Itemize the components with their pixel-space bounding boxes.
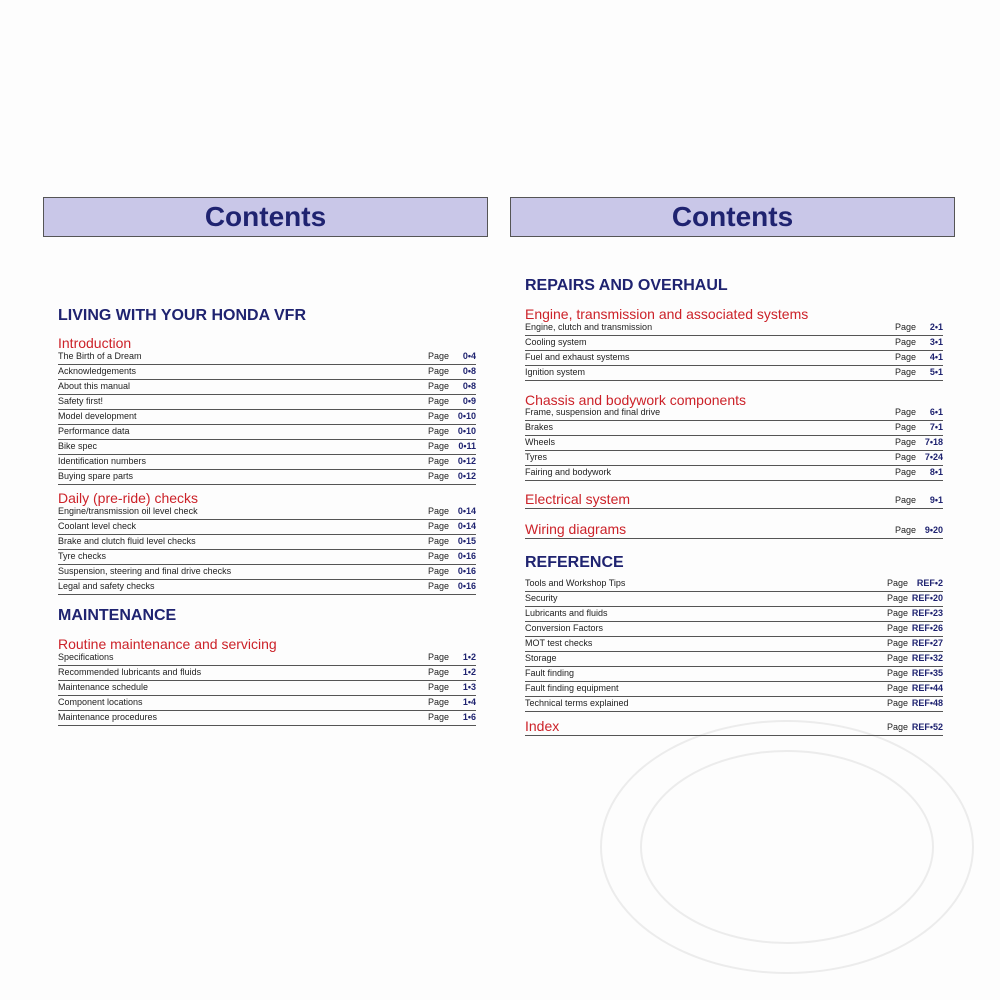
toc-entry-page-number: 6•1: [929, 407, 943, 417]
toc-entry-page-label: Page: [428, 396, 450, 406]
toc-entry-page-label: Page: [428, 456, 450, 466]
toc-entry-page-number: REF•35: [911, 668, 943, 678]
toc-entry-title: Model development: [58, 411, 137, 421]
toc-heading-title: Index: [525, 718, 560, 734]
toc-entry-page-label: Page: [428, 536, 450, 546]
toc-entry-acknowledgements[interactable]: [58, 365, 476, 380]
toc-entry-page-label: Page: [887, 698, 909, 708]
toc-entry-page-label: Page: [428, 712, 450, 722]
toc-entry-page-label: Page: [895, 322, 917, 332]
toc-entry-page-number: 7•1: [929, 422, 943, 432]
watermark-ring-inner: [640, 750, 934, 944]
toc-entry-page-label: Page: [887, 593, 909, 603]
toc-entry-maintenance-procedures[interactable]: [58, 711, 476, 726]
toc-entry-page-label: Page: [428, 667, 450, 677]
toc-entry-safety-first[interactable]: [58, 395, 476, 410]
toc-entry-technical-terms-explained[interactable]: [525, 697, 943, 712]
toc-entry-page-label: Page: [428, 652, 450, 662]
toc-entry-page-label: Page: [428, 697, 450, 707]
toc-entry-title: Recommended lubricants and fluids: [58, 667, 202, 677]
toc-entry-page-label: Page: [895, 337, 917, 347]
toc-entry-title: Lubricants and fluids: [525, 608, 608, 618]
toc-entry-page-number: 8•1: [929, 467, 943, 477]
toc-entry-page-number: 0•16: [457, 566, 476, 576]
toc-entry-page-number: 0•12: [457, 456, 476, 466]
toc-entry-the-birth-of-a-dream[interactable]: [58, 350, 476, 365]
toc-entry-title: Bike spec: [58, 441, 98, 451]
toc-entry-page-label: Page: [887, 608, 909, 618]
toc-entry-fuel-and-exhaust-systems[interactable]: [525, 351, 943, 366]
toc-entry-title: Cooling system: [525, 337, 587, 347]
toc-entry-page-number: 0•12: [457, 471, 476, 481]
toc-entry-wiring-diagrams[interactable]: [525, 521, 943, 539]
toc-entry-page-label: Page: [428, 411, 450, 421]
section-heading-reference: REFERENCE: [525, 554, 624, 571]
toc-entry-page-label: Page: [887, 638, 909, 648]
toc-entry-title: Specifications: [58, 652, 114, 662]
toc-entry-page-number: REF•44: [911, 683, 943, 693]
toc-entry-page-label: Page: [428, 471, 450, 481]
toc-entry-page-label: Page: [887, 668, 909, 678]
toc-entry-page-label: Page: [428, 426, 450, 436]
toc-entry-title: Maintenance procedures: [58, 712, 158, 722]
toc-entry-page-number: 9•20: [924, 525, 943, 535]
toc-entry-page-number: 0•15: [457, 536, 476, 546]
toc-entry-performance-data[interactable]: [58, 425, 476, 440]
toc-entry-page-label: Page: [428, 381, 450, 391]
subheading-daily-checks: Daily (pre-ride) checks: [58, 490, 199, 506]
toc-entry-page-number: REF•20: [911, 593, 943, 603]
toc-entry-title: Tyre checks: [58, 551, 107, 561]
toc-entry-page-number: 0•8: [462, 381, 476, 391]
toc-entry-fairing-and-bodywork[interactable]: [525, 466, 943, 481]
toc-entry-title: Buying spare parts: [58, 471, 134, 481]
toc-entry-page-number: 1•4: [462, 697, 476, 707]
toc-entry-coolant-level-check[interactable]: [58, 520, 476, 535]
toc-entry-title: Engine, clutch and transmission: [525, 322, 653, 332]
toc-entry-mot-test-checks[interactable]: [525, 637, 943, 652]
toc-entry-page-label: Page: [428, 682, 450, 692]
subheading-engine-transmission: Engine, transmission and associated systems: [525, 306, 809, 322]
toc-entry-title: Tyres: [525, 452, 548, 462]
toc-entry-page-label: Page: [428, 351, 450, 361]
toc-entry-bike-spec[interactable]: [58, 440, 476, 455]
toc-entry-page-label: Page: [895, 437, 917, 447]
toc-entry-page-number: 0•11: [458, 441, 476, 451]
toc-entry-page-number: 0•14: [457, 521, 476, 531]
toc-entry-ignition-system[interactable]: [525, 366, 943, 381]
toc-entry-page-label: Page: [895, 352, 917, 362]
toc-entry-page-label: Page: [895, 407, 917, 417]
toc-entry-page-number: 5•1: [929, 367, 943, 377]
toc-entry-maintenance-schedule[interactable]: [58, 681, 476, 696]
toc-entry-page-label: Page: [887, 578, 909, 588]
toc-entry-title: Ignition system: [525, 367, 586, 377]
toc-entry-specifications[interactable]: [58, 651, 476, 666]
toc-entry-title: Acknowledgements: [58, 366, 137, 376]
subheading-introduction: Introduction: [58, 335, 132, 351]
toc-heading-title: Electrical system: [525, 491, 631, 507]
toc-entry-page-label: Page: [428, 551, 450, 561]
toc-entry-frame-suspension-and-final-drive[interactable]: [525, 406, 943, 421]
toc-entry-page-number: REF•32: [911, 653, 943, 663]
toc-entry-page-number: 7•24: [924, 452, 943, 462]
toc-entry-page-label: Page: [428, 566, 450, 576]
toc-entry-page-label: Page: [887, 722, 909, 732]
toc-entry-page-number: 0•16: [457, 551, 476, 561]
toc-entry-title: Frame, suspension and final drive: [525, 407, 661, 417]
toc-entry-page-number: 1•3: [462, 682, 476, 692]
toc-entry-page-label: Page: [887, 653, 909, 663]
toc-entry-page-number: 1•2: [462, 667, 476, 677]
toc-entry-electrical-system[interactable]: [525, 491, 943, 509]
toc-entry-title: Fault finding equipment: [525, 683, 619, 693]
toc-entry-page-label: Page: [895, 422, 917, 432]
toc-entry-page-number: REF•27: [911, 638, 943, 648]
toc-heading-title: Wiring diagrams: [525, 521, 627, 537]
toc-entry-index[interactable]: [525, 718, 943, 736]
toc-entry-title: Storage: [525, 653, 557, 663]
section-heading-repairs: REPAIRS AND OVERHAUL: [525, 277, 728, 294]
toc-entry-cooling-system[interactable]: [525, 336, 943, 351]
toc-entry-conversion-factors[interactable]: [525, 622, 943, 637]
toc-entry-title: Tools and Workshop Tips: [525, 578, 626, 588]
section-heading-living: LIVING WITH YOUR HONDA VFR: [58, 307, 306, 324]
toc-entry-title: Security: [525, 593, 558, 603]
toc-entry-page-label: Page: [428, 441, 450, 451]
toc-entry-page-number: 0•9: [462, 396, 476, 406]
toc-entry-fault-finding[interactable]: [525, 667, 943, 682]
toc-entry-title: Brake and clutch fluid level checks: [58, 536, 196, 546]
toc-entry-page-label: Page: [887, 683, 909, 693]
toc-entry-title: Safety first!: [58, 396, 104, 406]
toc-entry-title: Brakes: [525, 422, 554, 432]
toc-entry-recommended-lubricants-and-fluids[interactable]: [58, 666, 476, 681]
toc-entry-page-number: 0•8: [462, 366, 476, 376]
subheading-chassis-bodywork: Chassis and bodywork components: [525, 392, 747, 408]
toc-entry-page-label: Page: [428, 366, 450, 376]
toc-entry-page-number: REF•26: [911, 623, 943, 633]
toc-entry-engine-clutch-and-transmission[interactable]: [525, 321, 943, 336]
toc-entry-title: Wheels: [525, 437, 556, 447]
toc-entry-about-this-manual[interactable]: [58, 380, 476, 395]
toc-entry-page-label: Page: [895, 452, 917, 462]
toc-entry-page-number: 0•14: [457, 506, 476, 516]
section-heading-maintenance: MAINTENANCE: [58, 607, 177, 624]
toc-entry-title: Component locations: [58, 697, 143, 707]
toc-entry-brakes[interactable]: [525, 421, 943, 436]
toc-entry-page-number: REF•52: [911, 722, 943, 732]
toc-entry-title: Identification numbers: [58, 456, 147, 466]
toc-entry-page-label: Page: [895, 367, 917, 377]
toc-entry-legal-and-safety-checks[interactable]: [58, 580, 476, 595]
toc-entry-page-label: Page: [428, 521, 450, 531]
toc-entry-tools-and-workshop-tips[interactable]: [525, 577, 943, 592]
toc-entry-lubricants-and-fluids[interactable]: [525, 607, 943, 622]
toc-entry-page-number: 0•10: [457, 426, 476, 436]
toc-entry-title: About this manual: [58, 381, 131, 391]
toc-entry-title: Fault finding: [525, 668, 575, 678]
toc-entry-model-development[interactable]: [58, 410, 476, 425]
toc-entry-suspension-steering-and-final-drive-checks[interactable]: [58, 565, 476, 580]
toc-entry-title: MOT test checks: [525, 638, 593, 648]
toc-entry-brake-and-clutch-fluid-level-checks[interactable]: [58, 535, 476, 550]
toc-entry-page-number: 0•10: [457, 411, 476, 421]
toc-entry-page-label: Page: [428, 581, 450, 591]
toc-entry-title: Performance data: [58, 426, 130, 436]
toc-entry-title: Engine/transmission oil level check: [58, 506, 198, 516]
toc-entry-wheels[interactable]: [525, 436, 943, 451]
toc-entry-page-label: Page: [895, 467, 917, 477]
toc-entry-page-number: REF•2: [916, 578, 943, 588]
toc-entry-page-number: 2•1: [929, 322, 943, 332]
toc-entry-page-number: 7•18: [924, 437, 943, 447]
toc-entry-engine-transmission-oil-level-check[interactable]: [58, 505, 476, 520]
toc-entry-tyre-checks[interactable]: [58, 550, 476, 565]
toc-entry-tyres[interactable]: [525, 451, 943, 466]
toc-entry-page-number: 3•1: [929, 337, 943, 347]
toc-entry-page-number: 0•4: [462, 351, 476, 361]
toc-entry-buying-spare-parts[interactable]: [58, 470, 476, 485]
toc-entry-title: Maintenance schedule: [58, 682, 149, 692]
toc-entry-page-number: 9•1: [929, 495, 943, 505]
toc-entry-title: Legal and safety checks: [58, 581, 155, 591]
subheading-routine-maintenance: Routine maintenance and servicing: [58, 636, 277, 652]
toc-entry-security[interactable]: [525, 592, 943, 607]
toc-entry-title: Coolant level check: [58, 521, 137, 531]
toc-entry-title: Fuel and exhaust systems: [525, 352, 630, 362]
toc-entry-page-number: 1•2: [462, 652, 476, 662]
toc-entry-page-number: 0•16: [457, 581, 476, 591]
toc-entry-storage[interactable]: [525, 652, 943, 667]
toc-entry-identification-numbers[interactable]: [58, 455, 476, 470]
toc-entry-fault-finding-equipment[interactable]: [525, 682, 943, 697]
left-contents-banner: Contents: [43, 197, 488, 237]
toc-entry-title: The Birth of a Dream: [58, 351, 142, 361]
toc-entry-page-label: Page: [428, 506, 450, 516]
toc-entry-page-label: Page: [887, 623, 909, 633]
toc-entry-page-number: REF•48: [911, 698, 943, 708]
toc-entry-component-locations[interactable]: [58, 696, 476, 711]
toc-entry-title: Fairing and bodywork: [525, 467, 612, 477]
toc-entry-title: Technical terms explained: [525, 698, 629, 708]
toc-entry-title: Suspension, steering and final drive checks: [58, 566, 232, 576]
right-contents-banner: Contents: [510, 197, 955, 237]
toc-entry-title: Conversion Factors: [525, 623, 604, 633]
toc-entry-page-number: REF•23: [911, 608, 943, 618]
toc-entry-page-label: Page: [895, 495, 917, 505]
toc-entry-page-number: 1•6: [462, 712, 476, 722]
toc-entry-page-number: 4•1: [929, 352, 943, 362]
toc-entry-page-label: Page: [895, 525, 917, 535]
